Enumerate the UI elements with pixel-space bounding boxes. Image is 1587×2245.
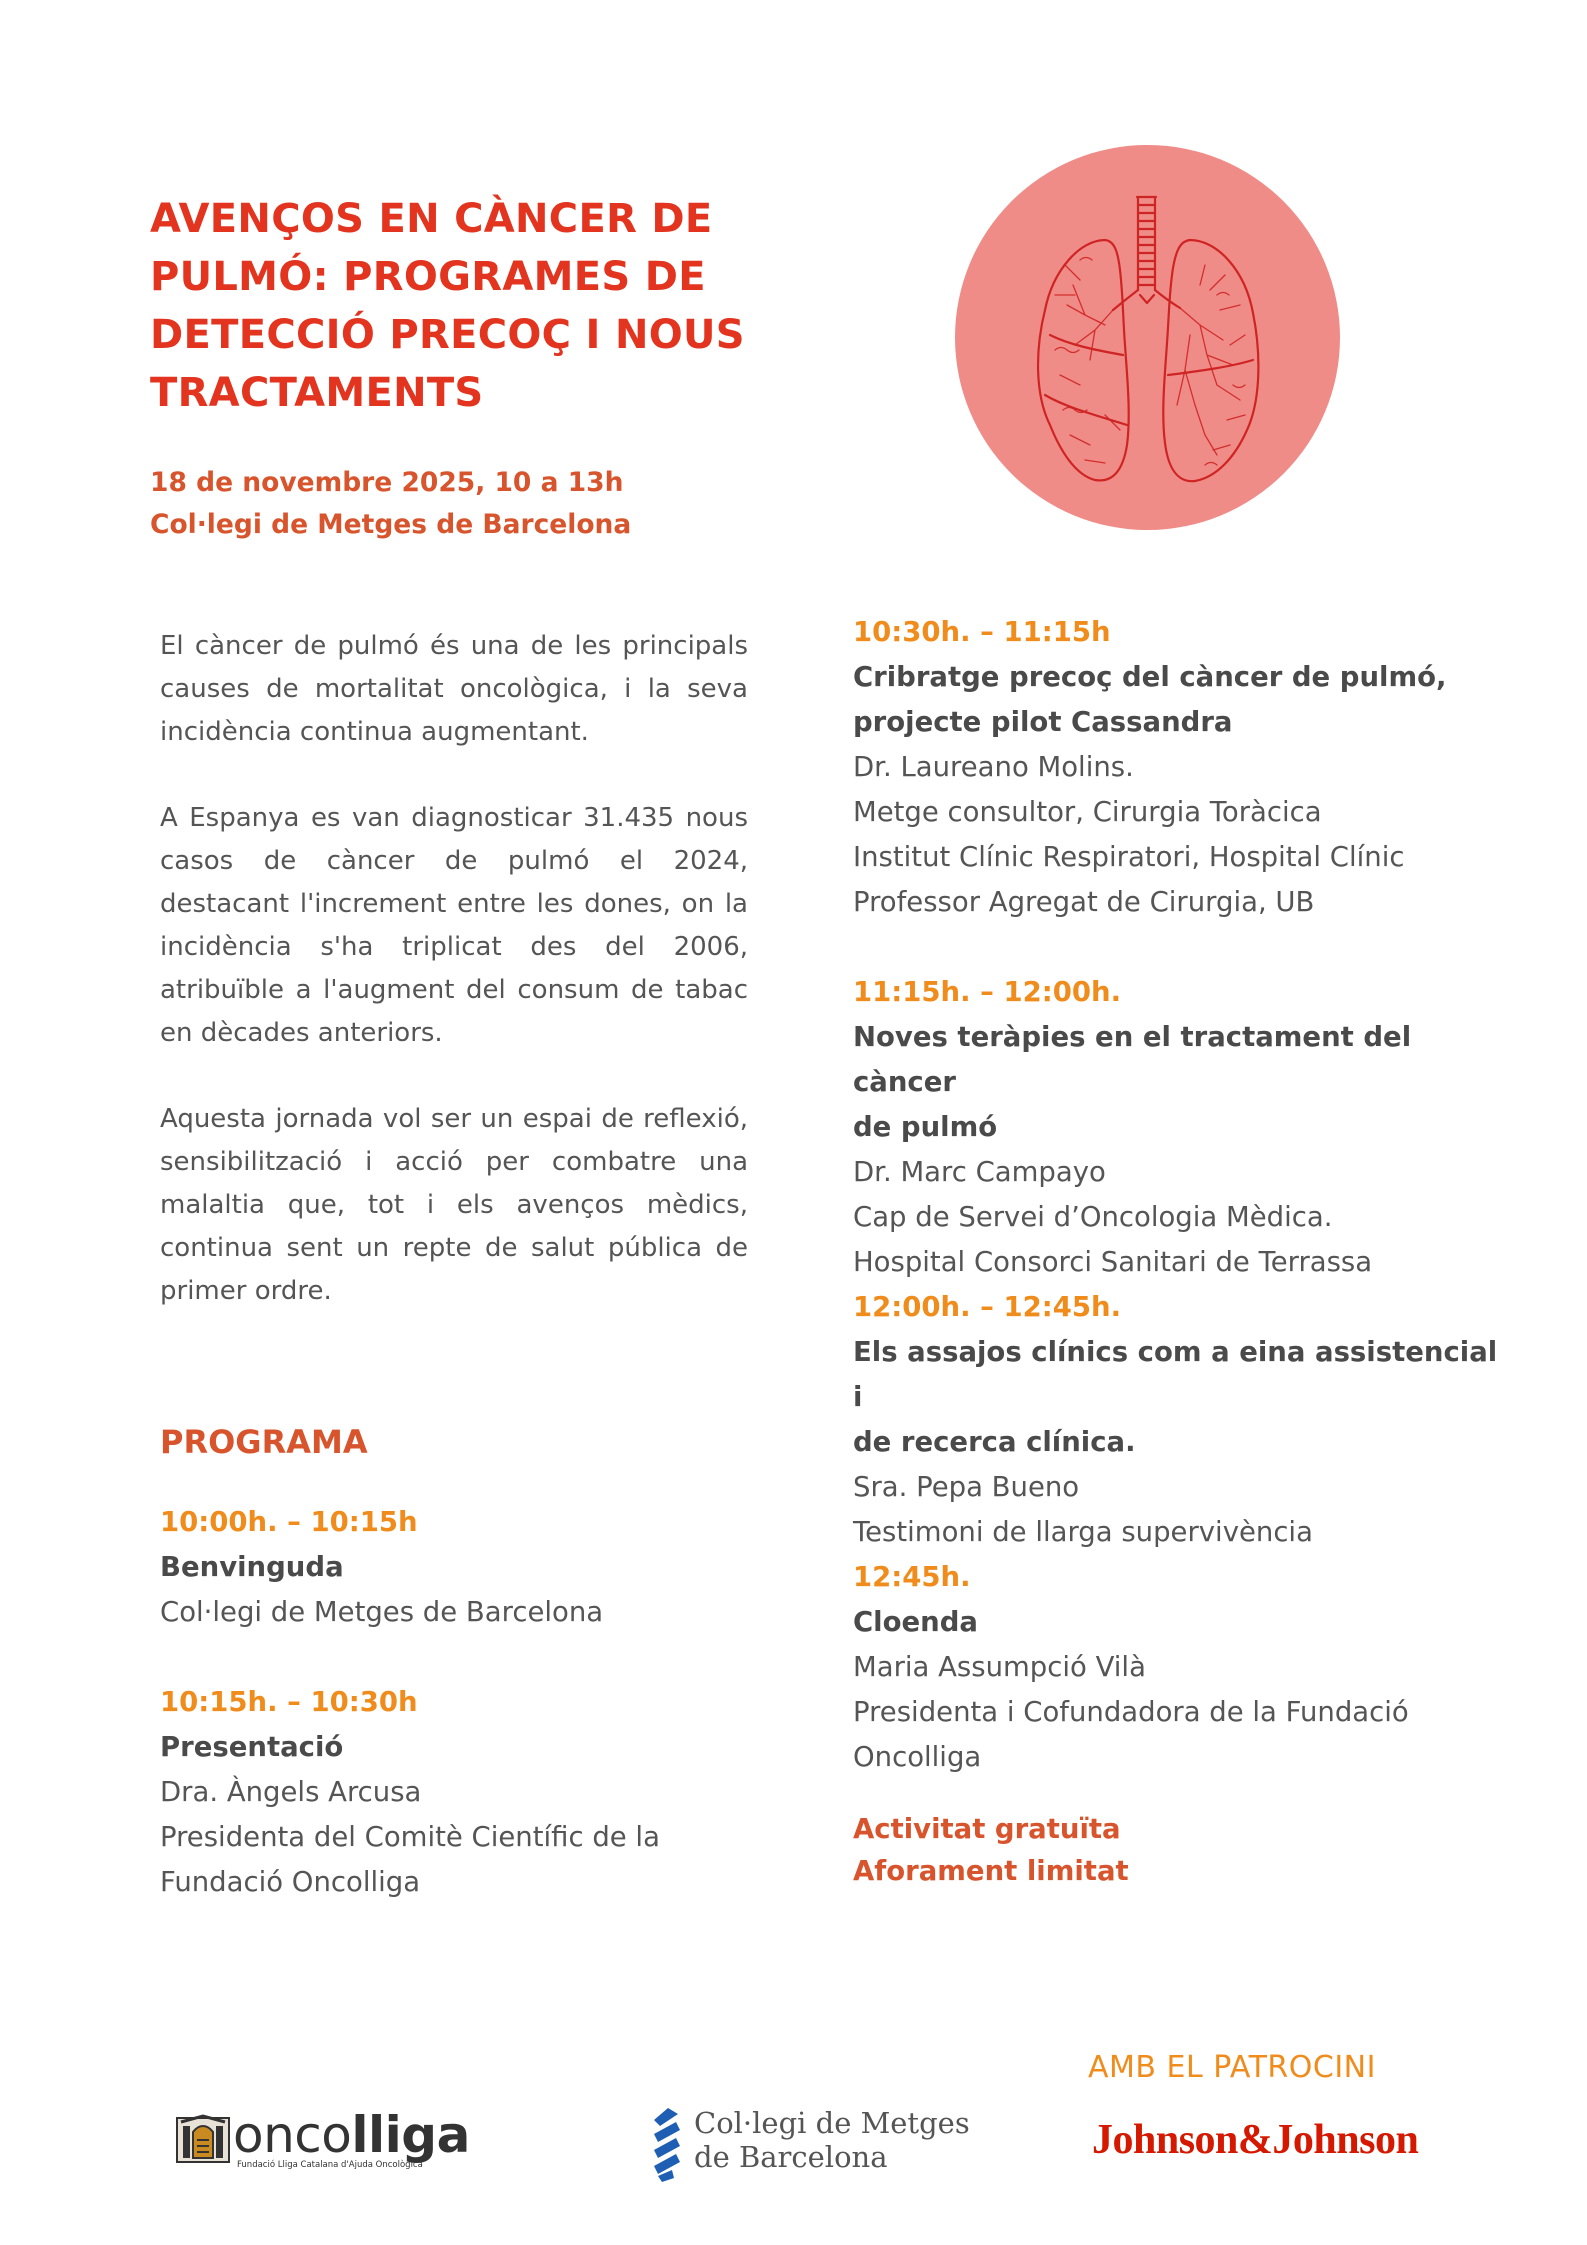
session-time: 10:30h. – 11:15h [853, 616, 1111, 648]
session-detail: Dr. Marc Campayo [853, 1156, 1106, 1188]
activity-notes [853, 1808, 1129, 1892]
session-detail: Oncolliga [853, 1741, 982, 1773]
session-therapies [853, 970, 1513, 1285]
session-title: de recerca clínica. [853, 1426, 1136, 1458]
title-line: TRACTAMENTS [150, 370, 484, 416]
session-closing [853, 1555, 1513, 1780]
note-limited-capacity: Aforament limitat [853, 1855, 1129, 1887]
session-title: Cloenda [853, 1606, 978, 1638]
session-detail: Presidenta del Comitè Científic de la [160, 1821, 660, 1853]
session-detail: Institut Clínic Respiratori, Hospital Clínic [853, 841, 1405, 873]
session-title: projecte pilot Cassandra [853, 706, 1233, 738]
event-venue: Col·legi de Metges de Barcelona [150, 509, 632, 540]
session-trials [853, 1285, 1513, 1555]
intro-text [160, 625, 748, 1356]
session-detail: Hospital Consorci Sanitari de Terrassa [853, 1246, 1373, 1278]
comb-helix-icon [650, 2106, 684, 2182]
session-detail: Presidenta i Cofundadora de la Fundació [853, 1696, 1409, 1728]
session-title: de pulmó [853, 1111, 998, 1143]
oncolliga-wordmark [233, 2108, 470, 2162]
johnson-and-johnson-logo: Johnson&Johnson [1092, 2117, 1419, 2163]
event-title [150, 190, 750, 422]
session-detail: Col·legi de Metges de Barcelona [160, 1596, 604, 1628]
session-time: 12:45h. [853, 1561, 971, 1593]
oncolliga-tagline: Fundació Lliga Catalana d'Ajuda Oncològica [237, 2160, 423, 2170]
intro-paragraph: Aquesta jornada vol ser un espai de reflexió, sensibilització i acció per combatre una malaltia que, tot i els avenços mèdics, continua sent un repte de salut pública de primer ordre. [160, 1104, 748, 1306]
intro-paragraph: El càncer de pulmó és una de les principals causes de mortalitat oncològica, i la seva incidència continua augmentant. [160, 631, 748, 747]
session-title: Presentació [160, 1731, 344, 1763]
comb-name-line: de Barcelona [694, 2140, 888, 2174]
event-subtitle [150, 462, 750, 546]
sponsor-label: AMB EL PATROCINI [1088, 2050, 1376, 2085]
session-screening [853, 610, 1513, 925]
session-time: 11:15h. – 12:00h. [853, 976, 1122, 1008]
title-line: PULMÓ: PROGRAMES DE [150, 254, 706, 300]
session-time: 10:00h. – 10:15h [160, 1506, 418, 1538]
oncolliga-word-bold: lliga [351, 2106, 470, 2164]
session-title: Benvinguda [160, 1551, 344, 1583]
comb-name [694, 2106, 970, 2174]
session-detail: Sra. Pepa Bueno [853, 1471, 1080, 1503]
session-time: 12:00h. – 12:45h. [853, 1291, 1122, 1323]
session-detail: Dra. Àngels Arcusa [160, 1776, 422, 1808]
session-title: Noves teràpies en el tractament del càncer [853, 1021, 1412, 1098]
session-detail: Metge consultor, Cirurgia Toràcica [853, 796, 1322, 828]
session-detail: Maria Assumpció Vilà [853, 1651, 1146, 1683]
session-detail: Cap de Servei d’Oncologia Mèdica. [853, 1201, 1333, 1233]
programa-heading: PROGRAMA [160, 1423, 368, 1461]
session-title: Els assajos clínics com a eina assistencial i [853, 1336, 1498, 1413]
comb-name-line: Col·legi de Metges [694, 2106, 970, 2140]
title-line: DETECCIÓ PRECOÇ I NOUS [150, 312, 745, 358]
lungs-icon [955, 145, 1340, 530]
session-title: Cribratge precoç del càncer de pulmó, [853, 661, 1447, 693]
session-detail: Fundació Oncolliga [160, 1866, 421, 1898]
oncolliga-word-light: onco [233, 2106, 352, 2164]
oncolliga-icon [175, 2112, 233, 2168]
comb-logo [650, 2104, 970, 2184]
title-line: AVENÇOS EN CÀNCER DE [150, 196, 713, 242]
session-time: 10:15h. – 10:30h [160, 1686, 418, 1718]
session-detail: Professor Agregat de Cirurgia, UB [853, 886, 1315, 918]
session-presentation [160, 1680, 720, 1905]
session-welcome [160, 1500, 720, 1635]
event-date: 18 de novembre 2025, 10 a 13h [150, 467, 624, 498]
session-detail: Testimoni de llarga supervivència [853, 1516, 1313, 1548]
intro-paragraph: A Espanya es van diagnosticar 31.435 nous casos de càncer de pulmó el 2024, destacant l'increment entre les dones, on la incidència s'ha triplicat des del 2006, atribuïble a l'augment del consum de tabac en dècades anteriors. [160, 803, 748, 1048]
note-free-activity: Activitat gratuïta [853, 1813, 1121, 1845]
session-detail: Dr. Laureano Molins. [853, 751, 1134, 783]
